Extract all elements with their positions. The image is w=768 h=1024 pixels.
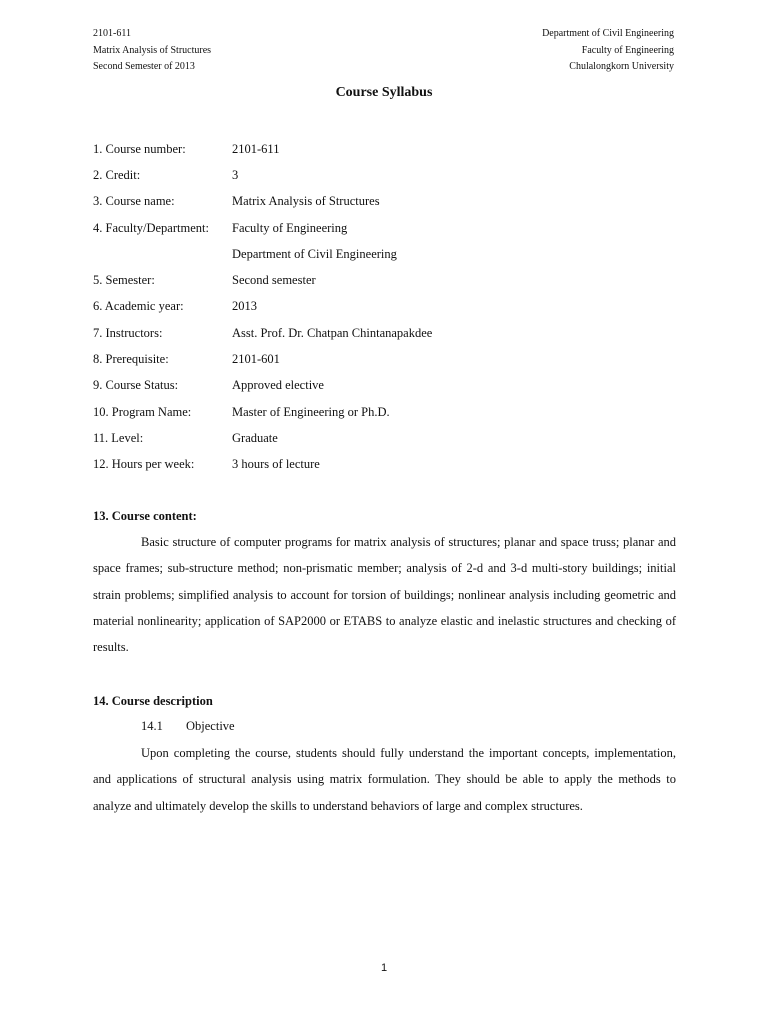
objective-paragraph: Upon completing the course, students should fully understand the important concepts, implementation, and applications of structural analysis using matrix formulation. They should be able to apply the methods to analyze and ultimately develop the skills to understand behaviors of large and complex structures. (93, 746, 676, 813)
info-value: 2101-601 (232, 352, 280, 367)
info-label (93, 241, 232, 267)
objective-title: Objective (186, 719, 235, 733)
header-left (93, 26, 211, 76)
info-label: 6. Academic year: (93, 299, 184, 314)
course-description-heading: 14. Course description (93, 694, 213, 708)
info-row (93, 136, 432, 162)
info-label: 11. Level: (93, 430, 144, 445)
course-content-paragraph: Basic structure of computer programs for matrix analysis of structures; planar and space truss; planar and space frames; sub-structure method; non-prismatic member; analysis of 2-d and 3-d multi-story buildings; initial strain problems; simplified analysis to account for torsion of buildings; nonlinear analysis including geometric and material nonlinearity; application of SAP2000 or ETABS to analyze elastic and inelastic structures and checking of results. (93, 535, 676, 655)
info-label: 12. Hours per week: (93, 457, 195, 472)
info-label: 8. Prerequisite: (93, 352, 169, 367)
info-row (93, 346, 432, 372)
info-value: 3 (232, 167, 239, 182)
info-label: 7. Instructors: (93, 325, 163, 340)
info-label: 1. Course number: (93, 141, 186, 156)
objective-subheading (141, 719, 235, 734)
page-title: Course Syllabus (335, 85, 433, 100)
header-faculty: Faculty of Engineering (581, 44, 674, 56)
info-row (93, 215, 432, 241)
info-label: 10. Program Name: (93, 404, 192, 419)
info-value: Graduate (232, 430, 278, 445)
info-label: 3. Course name: (93, 194, 175, 209)
info-label: 9. Course Status: (93, 378, 179, 393)
header-course-code: 2101-611 (93, 28, 131, 39)
header-university: Chulalongkorn University (569, 61, 674, 72)
info-row (93, 189, 432, 215)
objective-number: 14.1 (141, 719, 163, 733)
info-value: 2013 (232, 299, 257, 314)
info-row (93, 373, 432, 399)
header-course-title: Matrix Analysis of Structures (93, 44, 212, 56)
info-value: Matrix Analysis of Structures (232, 194, 380, 209)
info-label: 5. Semester: (93, 273, 155, 288)
info-row (93, 294, 432, 320)
page-number: 1 (380, 962, 388, 974)
info-value: Asst. Prof. Dr. Chatpan Chintanapakdee (232, 325, 433, 340)
course-info-table (93, 136, 432, 478)
info-value: 3 hours of lecture (232, 457, 320, 472)
info-row (93, 320, 432, 346)
course-content-heading: 13. Course content: (93, 509, 197, 523)
info-label: 2. Credit: (93, 167, 141, 182)
info-row (93, 241, 432, 267)
info-value: Department of Civil Engineering (232, 246, 397, 261)
info-value: Master of Engineering or Ph.D. (232, 404, 390, 419)
info-label: 4. Faculty/Department: (93, 220, 209, 235)
info-row (93, 452, 432, 478)
info-row (93, 162, 432, 188)
info-row (93, 399, 432, 425)
info-value: Approved elective (232, 378, 324, 393)
info-row (93, 425, 432, 451)
info-value: Faculty of Engineering (232, 220, 348, 235)
header-right (542, 26, 674, 76)
info-value: Second semester (232, 273, 316, 288)
header-department: Department of Civil Engineering (542, 28, 674, 39)
info-row (93, 267, 432, 293)
info-value: 2101-611 (232, 141, 280, 156)
header-semester: Second Semester of 2013 (93, 61, 195, 72)
